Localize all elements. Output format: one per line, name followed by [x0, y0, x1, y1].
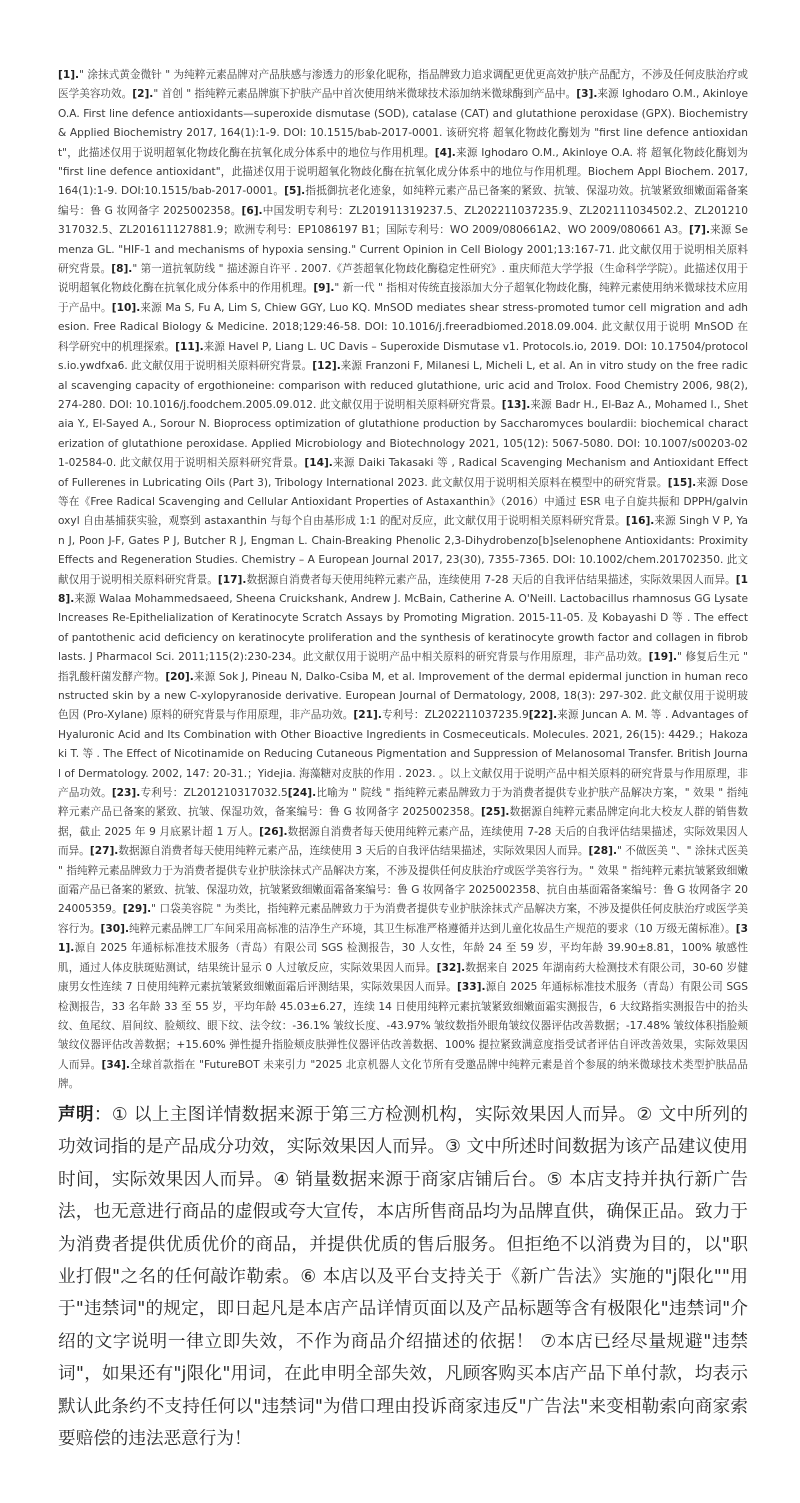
- reference-number: [9].: [313, 282, 335, 295]
- reference-text: " 口袋美容院 " 为类比，指纯粹元素品牌致力于为消费者提供专业护肤涂抹式产品解决方案，不涉及提供任何皮肤治疗或医学美容行为。: [58, 903, 749, 935]
- reference-text: 来源 Dose 等在《Free Radical Scavenging and Cellular Antioxidant Properties of Astaxanthin》（2016）中通过 ESR 电子自旋共振和 DPPH/galvinoxyl 自由基捕获实验，观察到 astaxanthin 与每个自由基形成 1:1 的配对反应，此文献仅用于说明相关原料研究背景。: [58, 476, 748, 528]
- reference-number: [25].: [480, 806, 510, 819]
- reference-text: 来源 Havel P, Liang L. UC Davis – Superoxide Dismutase v1. Protocols.io, 2019. DOI: 10.17504/protocols.io.ywdfxa6. 此文献仅用于说明相关原料研究背景。: [58, 340, 749, 373]
- reference-text: 数据来自 2025 年湖南药大检测技术有限公司，30-60 岁健康男女性连续 7 日使用纯粹元素抗皱紧致细嫩面霜后评测结果，实际效果因人而异。: [58, 961, 748, 994]
- reference-text: 来源 Semenza GL. "HIF-1 and mechanisms of hypoxia sensing." Current Opinion in Cell Biology 2001;13:167-71. 此文献仅用于说明相关原料研究背景。: [58, 224, 748, 276]
- reference-text: 数据源自消费者每天使用纯粹元素产品，连续使用 7-28 天后的自我评估结果描述，实际效果因人而异。: [246, 573, 736, 586]
- reference-number: [20].: [165, 670, 194, 683]
- reference-number: [33].: [457, 981, 486, 994]
- reference-text: 专利号：ZL202211037235.9: [381, 709, 529, 722]
- reference-number: [29].: [122, 903, 152, 916]
- reference-text: 来源 Ma S, Fu A, Lim S, Chiew GGY, Luo KQ. MnSOD mediates shear stress-promoted tumor cell migration and adhesion. Free Radical Biology & Medicine. 2018;129:46-58. DOI: 10.1016/j.freeradbiomed.2018.09.004. 此文献仅用于说明 MnSOD 在科学研究中的机理探索。: [58, 301, 749, 353]
- reference-number: [13].: [501, 398, 531, 411]
- reference-text: " 不做医美 "、" 涂抹式医美 " 指纯粹元素品牌致力于为消费者提供专业护肤涂抹式产品解决方案，不涉及提供任何皮肤治疗或医学美容行为。" 效果 " 指纯粹元素抗皱紧致细嫩面霜产品已备案的紧致、抗皱、保湿功效，抗皱紧致细嫩面霜备案编号：鲁 G 妆网备字 2025002358、抗自由基面霜备案编号：鲁 G 妆网备字 2024005359。: [58, 845, 748, 916]
- reference-number: [7].: [688, 224, 711, 237]
- reference-text: 来源 Franzoni F, Milanesi L, Micheli L, et al. An in vitro study on the free radical scavenging capacity of ergothioneine: comparison with reduced glutathione, uric acid and Trolox. Food Chemistry 2006, 98(2), 274-280. DOI: 10.1016/j.foodchem.2005.09.012. 此文献仅用于说明相关原料研究背景。: [58, 360, 748, 411]
- reference-number: [2].: [132, 88, 154, 101]
- reference-number: [14].: [304, 457, 333, 470]
- references-block: [58, 66, 748, 1095]
- reference-text: 来源 Juncan A. M. 等 . Advantages of Hyaluronic Acid and Its Combination with Other Bioactive Ingredients in Cosmeceuticals. Molecules. 2021, 26(15): 4429.；Hakozaki T. 等 . The Effect of Nicotinamide on Reducing Cutaneous Pigmentation and Suppression of Melanosomal Transfer. British Journal of Dermatology. 2002, 147: 20-31.；Yidejia. 海藻糖对皮肤的作用 . 2023. 。以上文献仅用于说明产品中相关原料的研究背景与作用原理，非产品功效。: [58, 709, 748, 800]
- reference-number: [6].: [241, 204, 263, 217]
- reference-text: 源自 2025 年通标标准技术服务（青岛）有限公司 SGS 检测报告，30 人女性，年龄 24 至 59 岁，平均年龄 39.90±8.81，100% 敏感性肌，通过人体皮肤斑贴测试，结果统计显示 0 人过敏反应，实际效果因人而异。: [58, 942, 748, 974]
- reference-text: 比喻为 " 院线 " 指纯粹元素品牌致力于为消费者提供专业护肤产品解决方案，" 效果 " 指纯粹元素产品已备案的紧致、抗皱、保湿功效，备案编号：鲁 G 妆网备字 2025002358。: [58, 787, 749, 819]
- reference-text: 纯粹元素品牌工厂车间采用高标准的洁净生产环境，其卫生标准严格遵循并达到儿童化妆品生产规范的要求（10 万级无菌标准）。: [128, 922, 736, 935]
- reference-text: 全球首款指在 "FutureBOT 未来引力 "2025 北京机器人文化节所有受邀品牌中纯粹元素是首个参展的纳米微球技术类型护肤品品牌。: [58, 1058, 748, 1091]
- reference-number: [27].: [89, 845, 119, 858]
- reference-text: 来源 Ighodaro O.M., Akinloye O.A. 将 超氧化物歧化酶划为 "first line defence antioxidant"，此描述仅用于说明超氧化物歧化酶在抗氧化成分体系中的地位与作用机理。Biochem Appl Biochem. 2017, 164(1):1-9. DOI:10.1515/bab-2017-0001。: [58, 146, 748, 198]
- reference-text: " 第一道抗氧防线 " 描述源自许平 . 2007.《芦荟超氧化物歧化酶稳定性研究》. 重庆师范大学学报（生命科学学院）。此描述仅用于说明超氧化物歧化酶在抗氧化成分体系中的作用机理。: [58, 263, 748, 295]
- reference-text: 中国发明专利号：ZL201911319237.5、ZL202211037235.9、ZL202111034502.2、ZL201210317032.5、ZL201611127881.9；欧洲专利号：EP1086197 B1；国际专利号：WO 2009/080661A2、WO 2009/080661 A3。: [58, 204, 748, 237]
- reference-number: [31].: [58, 922, 748, 955]
- reference-text: 来源 Ighodaro O.M., Akinloye O.A. First line defence antioxidants—superoxide dismutase (SOD), catalase (CAT) and glutathione peroxidase (GPX). Biochemistry & Applied Biochemistry 2017, 164(1):1-9. DOI: 10.1515/bab-2017-0001. 该研究将 超氧化物歧化酶划为 "first line defence antioxidant"，此描述仅用于说明超氧化物歧化酶在抗氧化成分体系中的地位与作用机理。: [58, 88, 748, 159]
- reference-text: " 新一代 " 指相对传统直接添加大分子超氧化物歧化酶，纯粹元素使用纳米微球技术应用于产品中。: [58, 282, 748, 314]
- reference-text: 专利号：ZL201210317032.5: [140, 787, 288, 800]
- reference-number: [5].: [284, 185, 306, 198]
- reference-number: [15].: [667, 476, 697, 489]
- reference-text: 数据源自消费者每天使用纯粹元素产品，连续使用 3 天后的自我评估结果描述，实际效果因人而异。: [118, 845, 589, 858]
- reference-number: [28].: [588, 845, 617, 858]
- reference-number: [16].: [625, 515, 655, 528]
- reference-number: [22].: [528, 709, 558, 722]
- reference-text: 来源 Daiki Takasaki 等 , Radical Scavenging Mechanism and Antioxidant Effect of Fullerenes in Lubricating Oils (Part 3), Tribology International 2023. 此文献仅用于说明相关原料在模型中的研究背景。: [58, 457, 749, 489]
- reference-text: " 首创 " 指纯粹元素品牌旗下护肤产品中首次使用纳米微球技术添加纳米微球酶到产品中。: [153, 88, 577, 101]
- reference-number: [11].: [175, 340, 204, 353]
- reference-text: 来源 Sok J, Pineau N, Dalko-Csiba M, et al. Improvement of the dermal epidermal junction in human reconstructed skin by a new C-xylopyranoside derivative. European Journal of Dermatology, 2008, 18(3): 297-302. 此文献仅用于说明玻色因 (Pro-Xylane) 原料的研究背景与作用原理，非产品功效。: [58, 670, 748, 722]
- reference-number: [4].: [434, 146, 456, 159]
- reference-number: [19].: [648, 651, 678, 664]
- reference-text: 来源 Badr H., El-Baz A., Mohamed I., Shetaia Y., El-Sayed A., Sorour N. Bioprocess optimization of glutathione production by Saccharomyces boulardii: biochemical characterization of glutathione peroxidase. Applied Microbiology and Biotechnology 2021, 105(12): 5067-5080. DOI: 10.1007/s00203-021-02584-0. 此文献仅用于说明相关原料研究背景。: [58, 398, 748, 470]
- reference-number: [23].: [111, 787, 141, 800]
- reference-number: [3].: [576, 88, 598, 101]
- reference-number: [12].: [312, 360, 341, 373]
- reference-text: " 涂抹式黄金微针 " 为纯粹元素品牌对产品肤感与渗透力的形象化昵称，指品牌致力追求调配更优更高效护肤产品配方，不涉及任何皮肤治疗或医学美容功效。: [58, 69, 748, 101]
- reference-number: [26].: [259, 825, 288, 838]
- reference-number: [18].: [58, 573, 748, 605]
- reference-number: [10].: [111, 301, 141, 314]
- declaration-text: ：① 以上主图详情数据来源于第三方检测机构，实际效果因人而异。② 文中所列的功效词指的是产品成分功效，实际效果因人而异。③ 文中所述时间数据为该产品建议使用时间，实际效果因人而异。④ 销量数据来源于商家店铺后台。⑤ 本店支持并执行新广告法，也无意进行商品的虚假或夸大宣传，本店所售商品均为品牌直供，确保正品。致力于为消费者提供优质优价的商品，并提供优质的售后服务。但拒绝不以消费为目的，以"职业打假"之名的任何敲诈勒索。⑥ 本店以及平台支持关于《新广告法》实施的"j限化""用于"违禁词"的规定，即日起凡是本店产品详情页面以及产品标题等含有极限化"违禁词"介绍的文字说明一律立即失效，不作为商品介绍描述的依据！ ⑦本店已经尽量规避"违禁词"，如果还有"j限化"用词，在此申明全部失效，凡顾客购买本店产品下单付款，均表示默认此条约不支持任何以"违禁词"为借口理由投诉商家违反"广告法"来变相勒索向商家索要赔偿的违法恶意行为！: [58, 1105, 748, 1450]
- reference-number: [8].: [111, 263, 133, 276]
- reference-number: [30].: [100, 922, 129, 935]
- reference-number: [24].: [287, 787, 317, 800]
- reference-text: 数据源自纯粹元素品牌定向北大校友人群的销售数据，截止 2025 年 9 月底累计超 1 万人。: [58, 806, 748, 838]
- reference-text: 来源 Walaa Mohammedsaeed, Sheena Cruickshank, Andrew J. McBain, Catherine A. O'Neill. Lactobacillus rhamnosus GG Lysate Increases Re-Epithelialization of Keratinocyte Scratch Assays by Promoting Migration. 2015-11-05. 及 Kobayashi D 等 . The effect of pantothenic acid deficiency on keratinocyte proliferation and the synthesis of keratinocyte growth factor and collagen in fibroblasts. J Pharmacol Sci. 2011;115(2):230-234。此文献仅用于说明产品中相关原料的研究背景与作用原理，非产品功效。: [58, 592, 748, 664]
- reference-number: [21].: [353, 709, 382, 722]
- reference-number: [32].: [436, 961, 466, 974]
- reference-number: [1].: [58, 69, 80, 81]
- reference-text: 指抵御抗老化迹象，如纯粹元素产品已备案的紧致、抗皱、保湿功效。抗皱紧致细嫩面霜备案编号：鲁 G 妆网备字 2025002358。: [58, 185, 749, 217]
- reference-number: [34].: [101, 1058, 130, 1071]
- declaration-label: 声明: [58, 1105, 94, 1125]
- reference-number: [17].: [217, 573, 247, 586]
- declaration-block: [58, 1099, 748, 1455]
- reference-text: 数据源自消费者每天使用纯粹元素产品，连续使用 7-28 天后的自我评估结果描述，实际效果因人而异。: [58, 825, 748, 858]
- reference-text: 源自 2025 年通标标准技术服务（青岛）有限公司 SGS 检测报告，33 名年龄 33 至 55 岁，平均年龄 45.03±6.27，连续 14 日使用纯粹元素抗皱紧致细嫩面霜实测报告，6 大纹路指实测报告中的抬头纹、鱼尾纹、眉间纹、脸颊纹、眼下纹、法令纹：-36.1% 皱纹长度、-43.97% 皱纹数指外眼角皱纹仪器评估改善数据；-17.48% 皱纹体积指脸颊皱纹仪器评估改善数据；+15.60% 弹性提升指脸颊皮肤弹性仪器评估改善数据、100% 提拉紧致满意度指受试者评估自评改善效果，实际效果因人而异。: [58, 981, 748, 1071]
- reference-text: " 修复后生元 " 指乳酸杆菌发酵产物。: [58, 651, 748, 683]
- reference-text: 来源 Singh V P, Yan J, Poon J-F, Gates P J, Butcher R J, Engman L. Chain-Breaking Phenolic 2,3-Dihydrobenzo[b]selenophene Antioxidants: Proximity Effects and Regeneration Studies. Chemistry – A European Journal 2017, 23(30), 7355-7365. DOI: 10.1002/chem.201702350. 此文献仅用于说明相关原料研究背景。: [58, 515, 749, 586]
